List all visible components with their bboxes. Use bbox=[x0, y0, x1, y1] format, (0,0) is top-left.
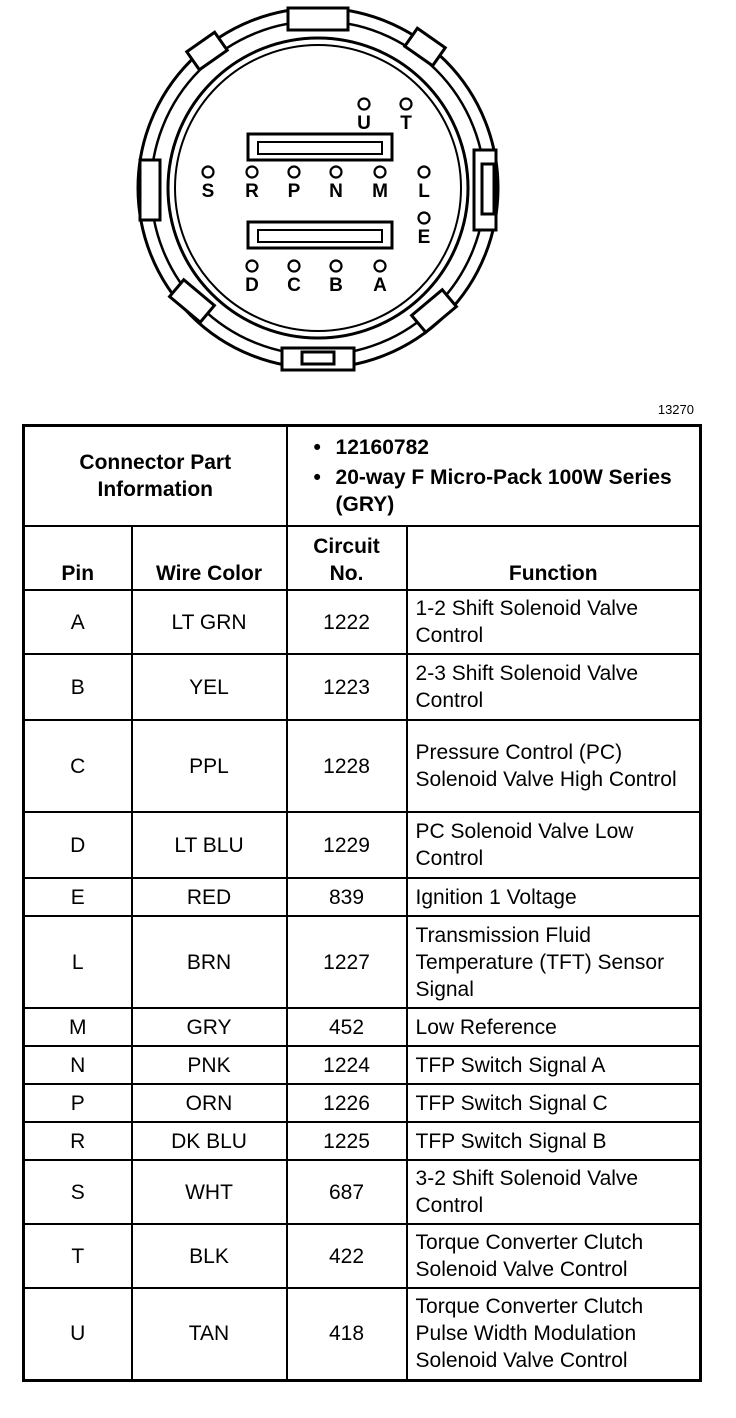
pin-label: R bbox=[245, 181, 259, 202]
circuit-cell: 1224 bbox=[287, 1046, 407, 1084]
pin-socket bbox=[419, 167, 430, 178]
pin-socket bbox=[203, 167, 214, 178]
table-row bbox=[24, 1046, 701, 1084]
pin-cell: S bbox=[24, 1160, 132, 1224]
function-cell: Torque Converter Clutch Pulse Width Modulation Solenoid Valve Control bbox=[407, 1288, 701, 1380]
pin-socket bbox=[375, 167, 386, 178]
function-cell: 3-2 Shift Solenoid Valve Control bbox=[407, 1160, 701, 1224]
pin-label: E bbox=[417, 227, 431, 248]
column-header-row bbox=[24, 526, 701, 590]
pin-cell: E bbox=[24, 878, 132, 916]
connector-info-label: Connector Part Information bbox=[24, 426, 287, 527]
col-header-circuit: Circuit No. bbox=[287, 526, 407, 590]
table-row bbox=[24, 916, 701, 1008]
pin-label: T bbox=[400, 113, 412, 134]
pin-socket bbox=[289, 261, 300, 272]
table-row bbox=[24, 720, 701, 812]
function-cell: TFP Switch Signal C bbox=[407, 1084, 701, 1122]
pin-cell: T bbox=[24, 1224, 132, 1288]
wire-color-cell: TAN bbox=[132, 1288, 287, 1380]
wire-color-cell: DK BLU bbox=[132, 1122, 287, 1160]
function-cell: 1-2 Shift Solenoid Valve Control bbox=[407, 590, 701, 654]
function-cell: Torque Converter Clutch Solenoid Valve Control bbox=[407, 1224, 701, 1288]
table-row bbox=[24, 590, 701, 654]
pin-label: M bbox=[372, 181, 388, 202]
function-cell: Low Reference bbox=[407, 1008, 701, 1046]
wire-color-cell: PNK bbox=[132, 1046, 287, 1084]
table-row bbox=[24, 1160, 701, 1224]
wire-color-cell: LT BLU bbox=[132, 812, 287, 878]
pin-cell: A bbox=[24, 590, 132, 654]
wire-color-cell: ORN bbox=[132, 1084, 287, 1122]
circuit-cell: 1227 bbox=[287, 916, 407, 1008]
col-header-pin: Pin bbox=[24, 526, 132, 590]
pin-cell: U bbox=[24, 1288, 132, 1380]
pin-socket bbox=[331, 167, 342, 178]
wire-color-cell: LT GRN bbox=[132, 590, 287, 654]
circuit-cell: 452 bbox=[287, 1008, 407, 1046]
pin-label: N bbox=[329, 181, 343, 202]
function-cell: Transmission Fluid Temperature (TFT) Sensor Signal bbox=[407, 916, 701, 1008]
circuit-cell: 418 bbox=[287, 1288, 407, 1380]
connector-info-row bbox=[24, 426, 701, 527]
wire-color-cell: BRN bbox=[132, 916, 287, 1008]
pin-label: L bbox=[418, 181, 430, 202]
pin-socket bbox=[419, 213, 430, 224]
pin-cell: N bbox=[24, 1046, 132, 1084]
circuit-cell: 1225 bbox=[287, 1122, 407, 1160]
pin-cell: R bbox=[24, 1122, 132, 1160]
pin-socket bbox=[359, 99, 370, 110]
wire-color-cell: GRY bbox=[132, 1008, 287, 1046]
circuit-cell: 422 bbox=[287, 1224, 407, 1288]
function-cell: TFP Switch Signal A bbox=[407, 1046, 701, 1084]
circuit-cell: 839 bbox=[287, 878, 407, 916]
col-header-wire-color: Wire Color bbox=[132, 526, 287, 590]
table-row bbox=[24, 812, 701, 878]
pin-socket bbox=[247, 167, 258, 178]
connector-diagram bbox=[0, 0, 736, 400]
pin-cell: D bbox=[24, 812, 132, 878]
pin-cell: B bbox=[24, 654, 132, 720]
pin-label: A bbox=[373, 275, 387, 296]
wire-color-cell: PPL bbox=[132, 720, 287, 812]
pin-label: S bbox=[201, 181, 215, 202]
function-cell: PC Solenoid Valve Low Control bbox=[407, 812, 701, 878]
table-row bbox=[24, 1008, 701, 1046]
circuit-cell: 687 bbox=[287, 1160, 407, 1224]
wire-color-cell: YEL bbox=[132, 654, 287, 720]
connector-tabs bbox=[140, 8, 496, 370]
connector-pinout-table bbox=[22, 424, 702, 1382]
pin-cell: C bbox=[24, 720, 132, 812]
table-row bbox=[24, 1288, 701, 1380]
function-cell: TFP Switch Signal B bbox=[407, 1122, 701, 1160]
pin-label: C bbox=[287, 275, 301, 296]
pin-socket bbox=[375, 261, 386, 272]
circuit-cell: 1222 bbox=[287, 590, 407, 654]
table-row bbox=[24, 654, 701, 720]
pin-label: U bbox=[357, 113, 371, 134]
circuit-cell: 1226 bbox=[287, 1084, 407, 1122]
pin-cell: L bbox=[24, 916, 132, 1008]
pin-label: B bbox=[329, 275, 343, 296]
wire-color-cell: RED bbox=[132, 878, 287, 916]
table-row bbox=[24, 878, 701, 916]
circuit-cell: 1223 bbox=[287, 654, 407, 720]
figure-number: 13270 bbox=[657, 402, 694, 417]
table-row bbox=[24, 1122, 701, 1160]
connector-info-values bbox=[287, 426, 701, 527]
keyway-upper bbox=[248, 134, 392, 160]
function-cell: Ignition 1 Voltage bbox=[407, 878, 701, 916]
keyway-lower bbox=[248, 222, 392, 248]
pin-socket bbox=[247, 261, 258, 272]
table-row bbox=[24, 1224, 701, 1288]
wire-color-cell: BLK bbox=[132, 1224, 287, 1288]
function-cell: 2-3 Shift Solenoid Valve Control bbox=[407, 654, 701, 720]
pin-label: D bbox=[245, 275, 259, 296]
pin-cell: P bbox=[24, 1084, 132, 1122]
connector-description: • 20-way F Micro-Pack 100W Series (GRY) bbox=[313, 466, 672, 516]
function-cell: Pressure Control (PC) Solenoid Valve High Control bbox=[407, 720, 701, 812]
col-header-function: Function bbox=[407, 526, 701, 590]
circuit-cell: 1228 bbox=[287, 720, 407, 812]
pin-socket bbox=[289, 167, 300, 178]
pin-label: P bbox=[287, 181, 301, 202]
pin-socket bbox=[401, 99, 412, 110]
connector-part-number: • 12160782 bbox=[313, 436, 429, 459]
table-row bbox=[24, 1084, 701, 1122]
wire-color-cell: WHT bbox=[132, 1160, 287, 1224]
pin-socket bbox=[331, 261, 342, 272]
pin-cell: M bbox=[24, 1008, 132, 1046]
circuit-cell: 1229 bbox=[287, 812, 407, 878]
